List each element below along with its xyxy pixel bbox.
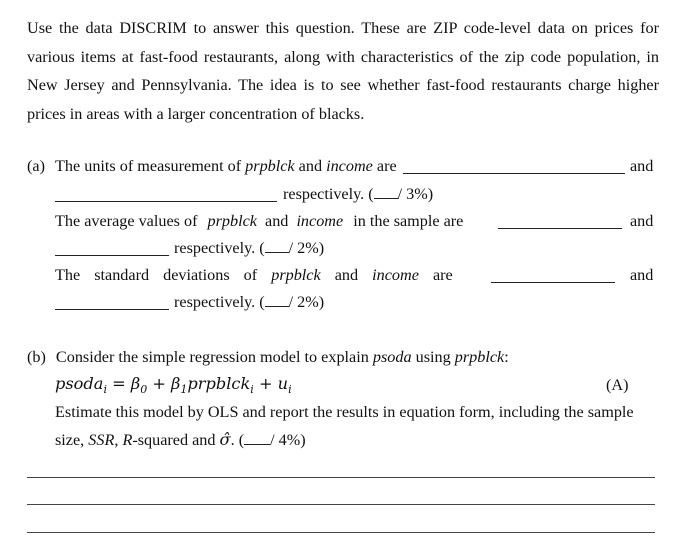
var-prpblck-2: prpblck xyxy=(207,212,257,230)
score-blank-b[interactable] xyxy=(244,431,270,445)
part-b-label: (b) xyxy=(27,348,46,366)
and-word-1: and xyxy=(630,157,654,175)
r-text: R xyxy=(122,431,133,449)
units-blank-1[interactable] xyxy=(403,158,625,174)
regression-equation: psoda$_i$ = $\beta_0$ + $\beta_1prpblck_i + u_i$ xyxy=(55,374,292,397)
part-b-prompt-pre: Consider the simple regression model to explain xyxy=(55,348,373,366)
part-a-label: (a) xyxy=(27,157,45,175)
score-open-3: ( xyxy=(259,293,265,311)
part-a-respectively-1 xyxy=(283,184,433,204)
score-2: / 2%) xyxy=(288,239,325,257)
part-a-q1-post: are xyxy=(372,157,397,175)
instr-pre: size, xyxy=(55,431,89,449)
var-prpblck: prpblck xyxy=(245,157,295,175)
part-a-line-3: The average values of prpblck and income in the sample are xyxy=(55,212,464,230)
instruction-line-1: Estimate this model by OLS and report the results in equation form, including the sample xyxy=(55,403,634,421)
avg-blank-2[interactable] xyxy=(55,240,169,256)
var-psoda: psoda xyxy=(372,348,412,366)
sd-blank-2[interactable] xyxy=(55,294,169,310)
and-word-3: and xyxy=(630,266,654,284)
q3-pre: The standard deviations of xyxy=(55,266,258,284)
instr-mid: , xyxy=(114,431,123,449)
score-2b: / 2%) xyxy=(288,293,325,311)
answer-line-3[interactable] xyxy=(27,532,655,533)
var-income: income xyxy=(326,157,373,175)
part-a-line-1 xyxy=(27,156,397,176)
score-open: ( xyxy=(368,185,374,203)
part-b-prompt-mid: using xyxy=(411,348,455,366)
score-blank-avg[interactable] xyxy=(265,239,289,253)
var-income-2: income xyxy=(296,212,344,230)
respectively-text-3: respectively. xyxy=(174,293,256,311)
sd-blank-1[interactable] xyxy=(491,267,615,283)
part-a-line-5: The standard deviations of prpblck and income are xyxy=(55,266,453,284)
intro-paragraph: Use the data DISCRIM to answer this question. These are ZIP code-level data on prices for various items at fast-food restaurants, along with characteristics of the zip code population, in New Jersey and Pennsylvania. The idea is to see whether fast-food restaurants charge higher prices in areas with a larger concentration of blacks. xyxy=(27,19,659,123)
q2-pre: The average values of xyxy=(55,212,198,230)
var-prpblck-b: prpblck xyxy=(454,348,505,366)
avg-blank-1[interactable] xyxy=(498,213,622,229)
ssr-text: SSR xyxy=(88,431,115,449)
instruction-line-2: size, SSR, R-squared and σ̂. ( / 4%) xyxy=(55,430,306,449)
score-4: / 4%) xyxy=(270,431,306,449)
part-a-and: and xyxy=(294,157,327,175)
respectively-text-2: respectively. xyxy=(174,239,256,257)
units-blank-2[interactable] xyxy=(55,186,277,202)
part-a-respectively-3 xyxy=(174,292,324,312)
part-a-q1-pre: The units of measurement of xyxy=(55,157,246,175)
score-blank-sd[interactable] xyxy=(265,293,289,307)
answer-line-2[interactable] xyxy=(27,504,655,505)
q2-post: in the sample are xyxy=(353,212,464,230)
score-blank-units[interactable] xyxy=(374,185,398,199)
part-a-respectively-2 xyxy=(174,238,324,258)
answer-line-1[interactable] xyxy=(27,477,655,478)
score-open-2: ( xyxy=(259,239,265,257)
var-income-3: income xyxy=(372,266,419,284)
part-b-prompt xyxy=(27,347,509,367)
respectively-text: respectively. xyxy=(283,185,365,203)
part-b-prompt-post: : xyxy=(504,348,509,366)
q3-post: are xyxy=(432,266,453,284)
equation-label: (A) xyxy=(606,376,629,394)
score-3: / 3%) xyxy=(397,185,434,203)
and-word-2: and xyxy=(630,212,654,230)
instr-post: -squared and xyxy=(132,431,220,449)
var-prpblck-3: prpblck xyxy=(271,266,321,284)
sigma-hat: σ̂ xyxy=(219,430,231,449)
